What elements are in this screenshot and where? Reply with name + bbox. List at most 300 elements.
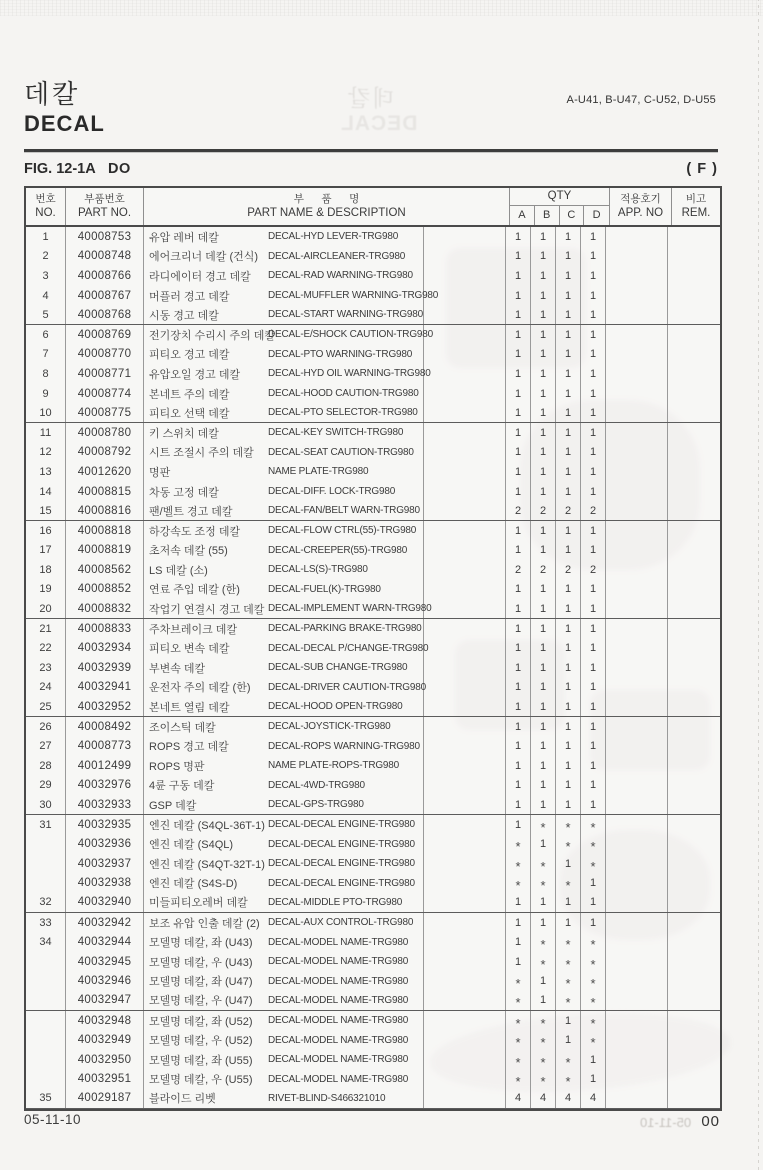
spacer-cell xyxy=(424,834,506,854)
qty-d: 1 xyxy=(581,462,606,482)
header-no-english: NO. xyxy=(35,206,56,219)
app-no-cell xyxy=(606,874,668,894)
part-number: 40012499 xyxy=(66,756,144,776)
qty-b: 1 xyxy=(531,286,556,306)
spacer-cell xyxy=(424,756,506,776)
app-no-cell xyxy=(606,599,668,618)
spacer-cell xyxy=(424,521,506,541)
qty-c: 1 xyxy=(556,678,581,698)
app-no-cell xyxy=(606,932,668,952)
qty-c: 1 xyxy=(556,305,581,324)
qty-a: * xyxy=(506,874,531,894)
qty-c: 1 xyxy=(556,443,581,463)
qty-a: 1 xyxy=(506,541,531,561)
remarks-cell xyxy=(668,384,716,404)
remarks-cell xyxy=(668,403,716,422)
part-name-korean: 엔진 데칼 (S4QL) xyxy=(149,839,234,852)
part-number: 40032939 xyxy=(66,658,144,678)
part-name-korean: 팬/벨트 경고 데칼 xyxy=(149,505,233,518)
qty-a: 1 xyxy=(506,619,531,639)
spacer-cell xyxy=(424,345,506,365)
part-name-english: DECAL-MODEL NAME-TRG980 xyxy=(268,1073,409,1085)
part-number: 40008792 xyxy=(66,443,144,463)
app-no-cell xyxy=(606,580,668,600)
qty-d: 1 xyxy=(581,423,606,443)
part-number: 40008770 xyxy=(66,345,144,365)
header-qty xyxy=(510,188,610,225)
table-row xyxy=(26,247,720,267)
part-name-english: DECAL-AUX CONTROL-TRG980 xyxy=(268,917,414,929)
header-qty-label: QTY xyxy=(510,188,609,206)
part-number: 40032941 xyxy=(66,678,144,698)
row-number: 31 xyxy=(26,815,66,835)
app-no-cell xyxy=(606,972,668,992)
qty-c: 1 xyxy=(556,599,581,618)
qty-a: * xyxy=(506,1011,531,1031)
app-no-cell xyxy=(606,443,668,463)
table-row xyxy=(26,815,720,835)
part-name-english: DECAL-DRIVER CAUTION-TRG980 xyxy=(268,681,426,693)
part-number: 40008774 xyxy=(66,384,144,404)
part-name-cell xyxy=(144,776,424,796)
qty-b: 2 xyxy=(531,501,556,520)
qty-c: * xyxy=(556,815,581,835)
row-number: 16 xyxy=(26,521,66,541)
part-name-english: DECAL-GPS-TRG980 xyxy=(268,799,364,811)
qty-d: * xyxy=(581,854,606,874)
part-number: 40008771 xyxy=(66,364,144,384)
part-name-english: DECAL-LS(S)-TRG980 xyxy=(268,564,368,576)
part-name-cell xyxy=(144,854,424,874)
spacer-cell xyxy=(424,482,506,502)
row-number: 25 xyxy=(26,697,66,716)
qty-b: 1 xyxy=(531,541,556,561)
part-name-cell xyxy=(144,913,424,933)
qty-d: 1 xyxy=(581,364,606,384)
spacer-cell xyxy=(424,736,506,756)
qty-c: * xyxy=(556,1050,581,1070)
part-name-korean: 운전자 주의 데칼 (한) xyxy=(149,682,251,695)
qty-c: 1 xyxy=(556,325,581,345)
part-name-english: DECAL-DIFF. LOCK-TRG980 xyxy=(268,486,396,498)
header-qty-col-b: B xyxy=(535,206,560,225)
qty-c: 1 xyxy=(556,521,581,541)
qty-a: 1 xyxy=(506,697,531,716)
spacer-cell xyxy=(424,364,506,384)
spacer-cell xyxy=(424,932,506,952)
part-name-korean: 모델명 데칼, 좌 (U52) xyxy=(149,1015,253,1028)
table-row xyxy=(26,462,720,482)
app-no-cell xyxy=(606,286,668,306)
qty-c: 1 xyxy=(556,247,581,267)
part-name-korean: 엔진 데칼 (S4QL-36T-1) xyxy=(149,819,265,832)
row-number xyxy=(26,952,66,972)
qty-c: 1 xyxy=(556,697,581,716)
spacer-cell xyxy=(424,776,506,796)
part-number: 40008562 xyxy=(66,560,144,580)
qty-b: 1 xyxy=(531,521,556,541)
part-name-cell xyxy=(144,521,424,541)
row-number: 10 xyxy=(26,403,66,422)
spacer-cell xyxy=(424,874,506,894)
part-name-korean: 차동 고정 데칼 xyxy=(149,486,219,499)
table-row xyxy=(26,776,720,796)
app-no-cell xyxy=(606,619,668,639)
app-no-cell xyxy=(606,1070,668,1090)
spacer-cell xyxy=(424,952,506,972)
qty-a: 1 xyxy=(506,913,531,933)
remarks-cell xyxy=(668,1011,716,1031)
remarks-cell xyxy=(668,423,716,443)
table-row xyxy=(26,972,720,992)
remarks-cell xyxy=(668,972,716,992)
row-number xyxy=(26,1070,66,1090)
remarks-cell xyxy=(668,1070,716,1090)
qty-b: 1 xyxy=(531,697,556,716)
spacer-cell xyxy=(424,325,506,345)
table-row xyxy=(26,952,720,972)
part-name-cell xyxy=(144,560,424,580)
qty-b: 1 xyxy=(531,482,556,502)
figure-number: FIG. 12-1A xyxy=(24,161,96,177)
part-name-korean: 미들피티오레버 데칼 xyxy=(149,897,248,910)
qty-b: 1 xyxy=(531,345,556,365)
qty-c: 1 xyxy=(556,854,581,874)
part-name-korean: 보조 유압 인출 데칼 (2) xyxy=(149,917,260,930)
row-number: 7 xyxy=(26,345,66,365)
qty-a: * xyxy=(506,854,531,874)
part-name-korean: 키 스위치 데칼 xyxy=(149,427,219,440)
qty-d: 1 xyxy=(581,795,606,814)
part-number: 40008773 xyxy=(66,736,144,756)
part-name-english: DECAL-JOYSTICK-TRG980 xyxy=(268,721,391,733)
qty-b: 1 xyxy=(531,266,556,286)
spacer-cell xyxy=(424,697,506,716)
qty-a: 1 xyxy=(506,658,531,678)
qty-c: 1 xyxy=(556,717,581,737)
qty-d: * xyxy=(581,815,606,835)
part-name-korean: LS 데칼 (소) xyxy=(149,564,208,577)
row-number xyxy=(26,854,66,874)
spacer-cell xyxy=(424,658,506,678)
qty-d: 1 xyxy=(581,325,606,345)
qty-c: 1 xyxy=(556,462,581,482)
spacer-cell xyxy=(424,384,506,404)
part-name-english: DECAL-MODEL NAME-TRG980 xyxy=(268,994,409,1006)
row-number: 24 xyxy=(26,678,66,698)
remarks-cell xyxy=(668,834,716,854)
remarks-cell xyxy=(668,1050,716,1070)
qty-a: 1 xyxy=(506,521,531,541)
qty-d: 4 xyxy=(581,1089,606,1108)
part-name-korean: 머플러 경고 데칼 xyxy=(149,290,230,303)
qty-c: * xyxy=(556,952,581,972)
qty-c: 1 xyxy=(556,580,581,600)
footer-page-number: 00 xyxy=(701,1113,720,1130)
qty-c: 1 xyxy=(556,795,581,814)
qty-d: * xyxy=(581,991,606,1010)
table-row xyxy=(26,736,720,756)
qty-d: 1 xyxy=(581,305,606,324)
header-app-no-english: APP. NO xyxy=(617,206,664,219)
spacer-cell xyxy=(424,227,506,247)
part-name-cell xyxy=(144,815,424,835)
app-no-cell xyxy=(606,1030,668,1050)
spacer-cell xyxy=(424,972,506,992)
spacer-cell xyxy=(424,815,506,835)
part-name-cell xyxy=(144,1050,424,1070)
spacer-cell xyxy=(424,580,506,600)
qty-a: 1 xyxy=(506,266,531,286)
app-no-cell xyxy=(606,227,668,247)
qty-d: * xyxy=(581,932,606,952)
part-name-english: DECAL-HOOD OPEN-TRG980 xyxy=(268,701,403,713)
qty-d: 1 xyxy=(581,913,606,933)
part-name-korean: 유압오일 경고 데칼 xyxy=(149,368,241,381)
row-number: 33 xyxy=(26,913,66,933)
part-number: 40032946 xyxy=(66,972,144,992)
table-row xyxy=(26,482,720,502)
qty-a: * xyxy=(506,834,531,854)
part-number: 40032934 xyxy=(66,638,144,658)
qty-c: 1 xyxy=(556,638,581,658)
spacer-cell xyxy=(424,462,506,482)
row-number: 32 xyxy=(26,893,66,912)
part-name-korean: 모델명 데칼, 좌 (U47) xyxy=(149,976,253,989)
part-name-english: NAME PLATE-TRG980 xyxy=(268,466,369,478)
qty-a: 1 xyxy=(506,776,531,796)
qty-a: 1 xyxy=(506,815,531,835)
part-name-english: NAME PLATE-ROPS-TRG980 xyxy=(268,760,400,772)
table-row xyxy=(26,384,720,404)
page-title-korean: 데칼 xyxy=(24,79,81,109)
part-name-korean: 모델명 데칼, 우 (U52) xyxy=(149,1035,253,1048)
qty-b: 1 xyxy=(531,913,556,933)
qty-b: 1 xyxy=(531,247,556,267)
remarks-cell xyxy=(668,482,716,502)
remarks-cell xyxy=(668,991,716,1010)
row-number: 9 xyxy=(26,384,66,404)
part-name-korean: 피티오 경고 데칼 xyxy=(149,349,230,362)
part-name-english: DECAL-DECAL P/CHANGE-TRG980 xyxy=(268,642,429,654)
remarks-cell xyxy=(668,1089,716,1108)
remarks-cell xyxy=(668,697,716,716)
part-name-korean: 블라이드 리벳 xyxy=(149,1093,216,1106)
qty-d: 1 xyxy=(581,286,606,306)
qty-b: 1 xyxy=(531,364,556,384)
qty-d: 1 xyxy=(581,443,606,463)
qty-b: * xyxy=(531,854,556,874)
qty-b: 1 xyxy=(531,834,556,854)
qty-d: 1 xyxy=(581,658,606,678)
part-name-cell xyxy=(144,932,424,952)
qty-b: 4 xyxy=(531,1089,556,1108)
qty-b: 1 xyxy=(531,638,556,658)
qty-b: 1 xyxy=(531,619,556,639)
qty-d: * xyxy=(581,952,606,972)
spacer-cell xyxy=(424,247,506,267)
qty-b: 1 xyxy=(531,658,556,678)
page-title-english: DECAL xyxy=(24,111,105,136)
spacer-cell xyxy=(424,913,506,933)
row-number: 28 xyxy=(26,756,66,776)
spacer-cell xyxy=(424,795,506,814)
part-number: 40008815 xyxy=(66,482,144,502)
bleed-through-title-korean: 데칼 xyxy=(346,85,395,111)
row-number xyxy=(26,1011,66,1031)
table-row xyxy=(26,521,720,541)
part-name-korean: 본네트 열림 데칼 xyxy=(149,701,230,714)
qty-d: * xyxy=(581,834,606,854)
qty-a: 1 xyxy=(506,482,531,502)
remarks-cell xyxy=(668,776,716,796)
qty-b: 1 xyxy=(531,756,556,776)
header-qty-subcolumns xyxy=(510,206,609,225)
spacer-cell xyxy=(424,619,506,639)
part-name-english: DECAL-CREEPER(55)-TRG980 xyxy=(268,544,408,556)
qty-b: * xyxy=(531,1050,556,1070)
part-name-english: DECAL-MODEL NAME-TRG980 xyxy=(268,936,409,948)
remarks-cell xyxy=(668,247,716,267)
part-number: 40032950 xyxy=(66,1050,144,1070)
table-row xyxy=(26,423,720,443)
app-no-cell xyxy=(606,893,668,912)
qty-c: * xyxy=(556,1070,581,1090)
qty-d: 2 xyxy=(581,560,606,580)
part-number: 40032933 xyxy=(66,795,144,814)
part-number: 40008768 xyxy=(66,305,144,324)
part-name-korean: 하강속도 조정 데칼 xyxy=(149,525,241,538)
qty-b: 1 xyxy=(531,580,556,600)
row-number: 2 xyxy=(26,247,66,267)
part-name-english: DECAL-DECAL ENGINE-TRG980 xyxy=(268,877,415,889)
part-name-cell xyxy=(144,325,433,345)
table-row xyxy=(26,1011,720,1031)
app-no-cell xyxy=(606,1089,668,1108)
part-name-english: DECAL-IMPLEMENT WARN-TRG980 xyxy=(268,603,432,615)
part-name-english: DECAL-PTO WARNING-TRG980 xyxy=(268,348,413,360)
qty-b: 1 xyxy=(531,325,556,345)
remarks-cell xyxy=(668,893,716,912)
spacer-cell xyxy=(424,1050,506,1070)
remarks-cell xyxy=(668,952,716,972)
part-name-cell xyxy=(144,874,424,894)
part-name-cell xyxy=(144,501,424,520)
row-number xyxy=(26,834,66,854)
part-name-english: DECAL-ROPS WARNING-TRG980 xyxy=(268,740,420,752)
qty-d: 2 xyxy=(581,501,606,520)
qty-a: 1 xyxy=(506,305,531,324)
part-name-english: DECAL-HYD OIL WARNING-TRG980 xyxy=(268,368,431,380)
remarks-cell xyxy=(668,599,716,618)
app-no-cell xyxy=(606,717,668,737)
remarks-cell xyxy=(668,815,716,835)
qty-c: 1 xyxy=(556,364,581,384)
qty-b: * xyxy=(531,874,556,894)
header-remarks-korean: 비고 xyxy=(685,192,707,205)
table-row xyxy=(26,658,720,678)
remarks-cell xyxy=(668,364,716,384)
part-name-english: DECAL-FLOW CTRL(55)-TRG980 xyxy=(268,525,417,537)
table-row xyxy=(26,678,720,698)
qty-d: 1 xyxy=(581,1050,606,1070)
part-name-cell xyxy=(144,462,424,482)
qty-a: 1 xyxy=(506,717,531,737)
qty-a: 1 xyxy=(506,678,531,698)
qty-a: * xyxy=(506,972,531,992)
part-name-korean: ROPS 경고 데칼 xyxy=(149,741,229,754)
row-number: 13 xyxy=(26,462,66,482)
page-edge-line xyxy=(758,0,759,1170)
part-name-korean: GSP 데칼 xyxy=(149,799,197,812)
part-name-english: DECAL-FAN/BELT WARN-TRG980 xyxy=(268,505,420,517)
part-number: 40008766 xyxy=(66,266,144,286)
qty-d: 1 xyxy=(581,619,606,639)
part-name-korean: 피티오 변속 데칼 xyxy=(149,643,230,656)
part-number: 40008753 xyxy=(66,227,144,247)
app-no-cell xyxy=(606,854,668,874)
part-name-cell xyxy=(144,834,424,854)
qty-a: 1 xyxy=(506,736,531,756)
table-row xyxy=(26,227,720,247)
qty-b: 1 xyxy=(531,384,556,404)
qty-b: * xyxy=(531,932,556,952)
part-number: 40008816 xyxy=(66,501,144,520)
qty-b: * xyxy=(531,1011,556,1031)
app-no-cell xyxy=(606,795,668,814)
part-name-korean: 명판 xyxy=(149,466,171,479)
part-name-korean: 본네트 주의 데칼 xyxy=(149,388,230,401)
part-number: 40008818 xyxy=(66,521,144,541)
part-name-korean: 에어크리너 데칼 (건식) xyxy=(149,251,259,264)
spacer-cell xyxy=(424,678,506,698)
app-no-cell xyxy=(606,776,668,796)
qty-b: 1 xyxy=(531,227,556,247)
qty-d: 1 xyxy=(581,580,606,600)
qty-b: 1 xyxy=(531,443,556,463)
table-row xyxy=(26,697,720,717)
qty-b: 1 xyxy=(531,776,556,796)
table-row xyxy=(26,834,720,854)
app-no-cell xyxy=(606,560,668,580)
header-qty-col-a: A xyxy=(510,206,535,225)
header-part-no-korean: 부품번호 xyxy=(84,192,125,205)
table-row xyxy=(26,874,720,894)
qty-b: 1 xyxy=(531,991,556,1010)
qty-a: 1 xyxy=(506,423,531,443)
remarks-cell xyxy=(668,1030,716,1050)
row-number: 30 xyxy=(26,795,66,814)
qty-c: 1 xyxy=(556,1011,581,1031)
part-name-english: DECAL-MIDDLE PTO-TRG980 xyxy=(268,896,403,908)
row-number: 14 xyxy=(26,482,66,502)
spacer-cell xyxy=(424,266,506,286)
qty-b: * xyxy=(531,1030,556,1050)
part-number: 40008767 xyxy=(66,286,144,306)
part-name-cell xyxy=(144,619,424,639)
qty-a: * xyxy=(506,1050,531,1070)
bleed-through-footer-date: 05-11-10 xyxy=(639,1115,691,1130)
header-remarks xyxy=(672,188,720,225)
part-name-korean: 주차브레이크 데칼 xyxy=(149,623,238,636)
remarks-cell xyxy=(668,638,716,658)
part-name-cell xyxy=(144,697,424,716)
qty-a: 1 xyxy=(506,325,531,345)
remarks-cell xyxy=(668,443,716,463)
part-name-korean: ROPS 명판 xyxy=(149,760,205,773)
table-row xyxy=(26,541,720,561)
qty-c: 1 xyxy=(556,658,581,678)
